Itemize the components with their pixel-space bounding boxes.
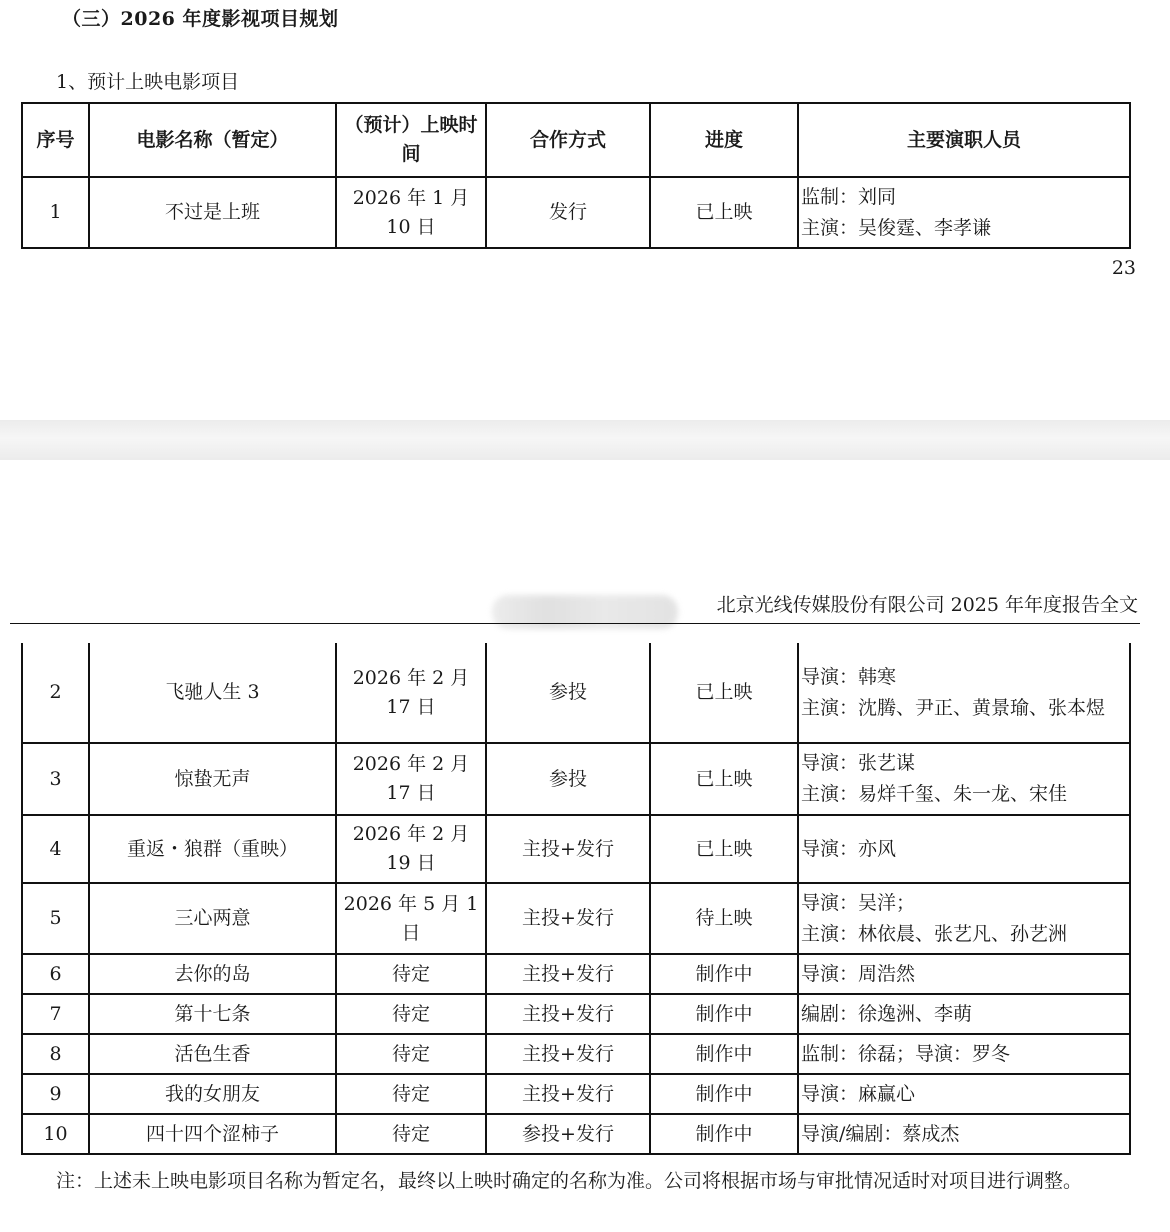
row-status: 制作中 [650, 1074, 798, 1114]
row-name: 不过是上班 [89, 177, 336, 248]
table-row [22, 815, 1130, 883]
row-staff [798, 1114, 1130, 1154]
page-header: 北京光线传媒股份有限公司 2025 年年度报告全文 [716, 594, 1138, 616]
row-mode: 参投 [486, 743, 650, 815]
row-name: 飞驰人生 3 [89, 643, 336, 743]
staff-line: 导演：周浩然 [801, 962, 916, 985]
row-mode: 主投+发行 [486, 1074, 650, 1114]
row-no: 7 [22, 994, 89, 1034]
row-name: 重返・狼群（重映） [89, 815, 336, 883]
staff-line: 导演：韩寒 [801, 665, 897, 688]
row-staff [798, 643, 1130, 743]
row-staff [798, 994, 1130, 1034]
row-staff [798, 1074, 1130, 1114]
row-staff [798, 954, 1130, 994]
staff-line: 导演：吴洋； [801, 891, 916, 914]
row-date: 待定 [336, 954, 486, 994]
row-no: 5 [22, 883, 89, 954]
row-status: 待上映 [650, 883, 798, 954]
row-mode: 发行 [486, 177, 650, 248]
table-row [22, 954, 1130, 994]
row-no: 2 [22, 643, 89, 743]
row-mode: 主投+发行 [486, 954, 650, 994]
row-mode: 主投+发行 [486, 1034, 650, 1074]
staff-line: 监制：徐磊；导演：罗冬 [801, 1042, 1011, 1065]
row-date: 2026 年 1 月 10 日 [336, 177, 486, 248]
row-mode: 主投+发行 [486, 994, 650, 1034]
row-no: 3 [22, 743, 89, 815]
row-date: 2026 年 2 月 19 日 [336, 815, 486, 883]
row-staff [798, 743, 1130, 815]
row-name: 活色生香 [89, 1034, 336, 1074]
row-date: 待定 [336, 1074, 486, 1114]
staff-line: 主演：沈腾、尹正、黄景瑜、张本煜 [801, 696, 1106, 719]
row-name: 我的女朋友 [89, 1074, 336, 1114]
staff-line: 导演/编剧：蔡成杰 [801, 1122, 960, 1145]
staff-line: 主演：易烊千玺、朱一龙、宋佳 [801, 783, 1068, 805]
row-status: 已上映 [650, 177, 798, 248]
header-no: 序号 [22, 103, 89, 177]
table-row [22, 643, 1130, 743]
row-name: 第十七条 [89, 994, 336, 1034]
row-status: 制作中 [650, 1034, 798, 1074]
row-name: 三心两意 [89, 883, 336, 954]
section-title: （三）2026 年度影视项目规划 [62, 8, 339, 30]
table-header-row [22, 103, 1130, 177]
row-status: 制作中 [650, 1114, 798, 1154]
page-gap [0, 420, 1170, 460]
staff-line: 导演：张艺谋 [801, 752, 916, 774]
table-row [22, 994, 1130, 1034]
row-date: 2026 年 2 月 17 日 [336, 743, 486, 815]
header-mode: 合作方式 [486, 103, 650, 177]
projects-table-part2 [21, 643, 1131, 1155]
row-no: 4 [22, 815, 89, 883]
table-row [22, 1114, 1130, 1154]
row-staff [798, 1034, 1130, 1074]
staff-line: 编剧：徐逸洲、李萌 [801, 1002, 973, 1025]
staff-line: 导演：亦风 [801, 837, 897, 860]
row-mode: 参投 [486, 643, 650, 743]
header-rule [10, 623, 1140, 624]
table-row [22, 1074, 1130, 1114]
header-date: （预计）上映时间 [336, 103, 486, 177]
table-row [22, 743, 1130, 815]
staff-line: 主演：林依晨、张艺凡、孙艺洲 [801, 922, 1068, 945]
staff-line: 导演：麻赢心 [801, 1082, 916, 1105]
row-name: 四十四个涩柿子 [89, 1114, 336, 1154]
staff-line: 监制：刘同 [801, 185, 897, 208]
footnote: 注：上述未上映电影项目名称为暂定名，最终以上映时确定的名称为准。公司将根据市场与审批情况适时对项目进行调整。 [56, 1170, 1083, 1192]
row-name: 惊蛰无声 [89, 743, 336, 815]
header-status: 进度 [650, 103, 798, 177]
row-date: 待定 [336, 994, 486, 1034]
row-status: 制作中 [650, 994, 798, 1034]
row-mode: 参投+发行 [486, 1114, 650, 1154]
row-date: 待定 [336, 1114, 486, 1154]
row-no: 9 [22, 1074, 89, 1114]
table-row [22, 883, 1130, 954]
row-no: 10 [22, 1114, 89, 1154]
row-status: 已上映 [650, 643, 798, 743]
row-staff [798, 883, 1130, 954]
header-staff: 主要演职人员 [798, 103, 1130, 177]
row-no: 6 [22, 954, 89, 994]
row-staff [798, 815, 1130, 883]
staff-line: 主演：吴俊霆、李孝谦 [801, 216, 992, 239]
projects-table-part1 [21, 102, 1131, 249]
row-staff [798, 177, 1130, 248]
table-row [22, 177, 1130, 248]
row-no: 8 [22, 1034, 89, 1074]
header-name: 电影名称（暂定） [89, 103, 336, 177]
row-status: 已上映 [650, 815, 798, 883]
page-number: 23 [1111, 257, 1136, 279]
row-mode: 主投+发行 [486, 815, 650, 883]
row-date: 2026 年 5 月 1 日 [336, 883, 486, 954]
row-no: 1 [22, 177, 89, 248]
row-status: 已上映 [650, 743, 798, 815]
table-row [22, 1034, 1130, 1074]
row-date: 2026 年 2 月 17 日 [336, 643, 486, 743]
sub-title: 1、预计上映电影项目 [56, 71, 240, 93]
row-mode: 主投+发行 [486, 883, 650, 954]
row-name: 去你的岛 [89, 954, 336, 994]
row-status: 制作中 [650, 954, 798, 994]
row-date: 待定 [336, 1034, 486, 1074]
